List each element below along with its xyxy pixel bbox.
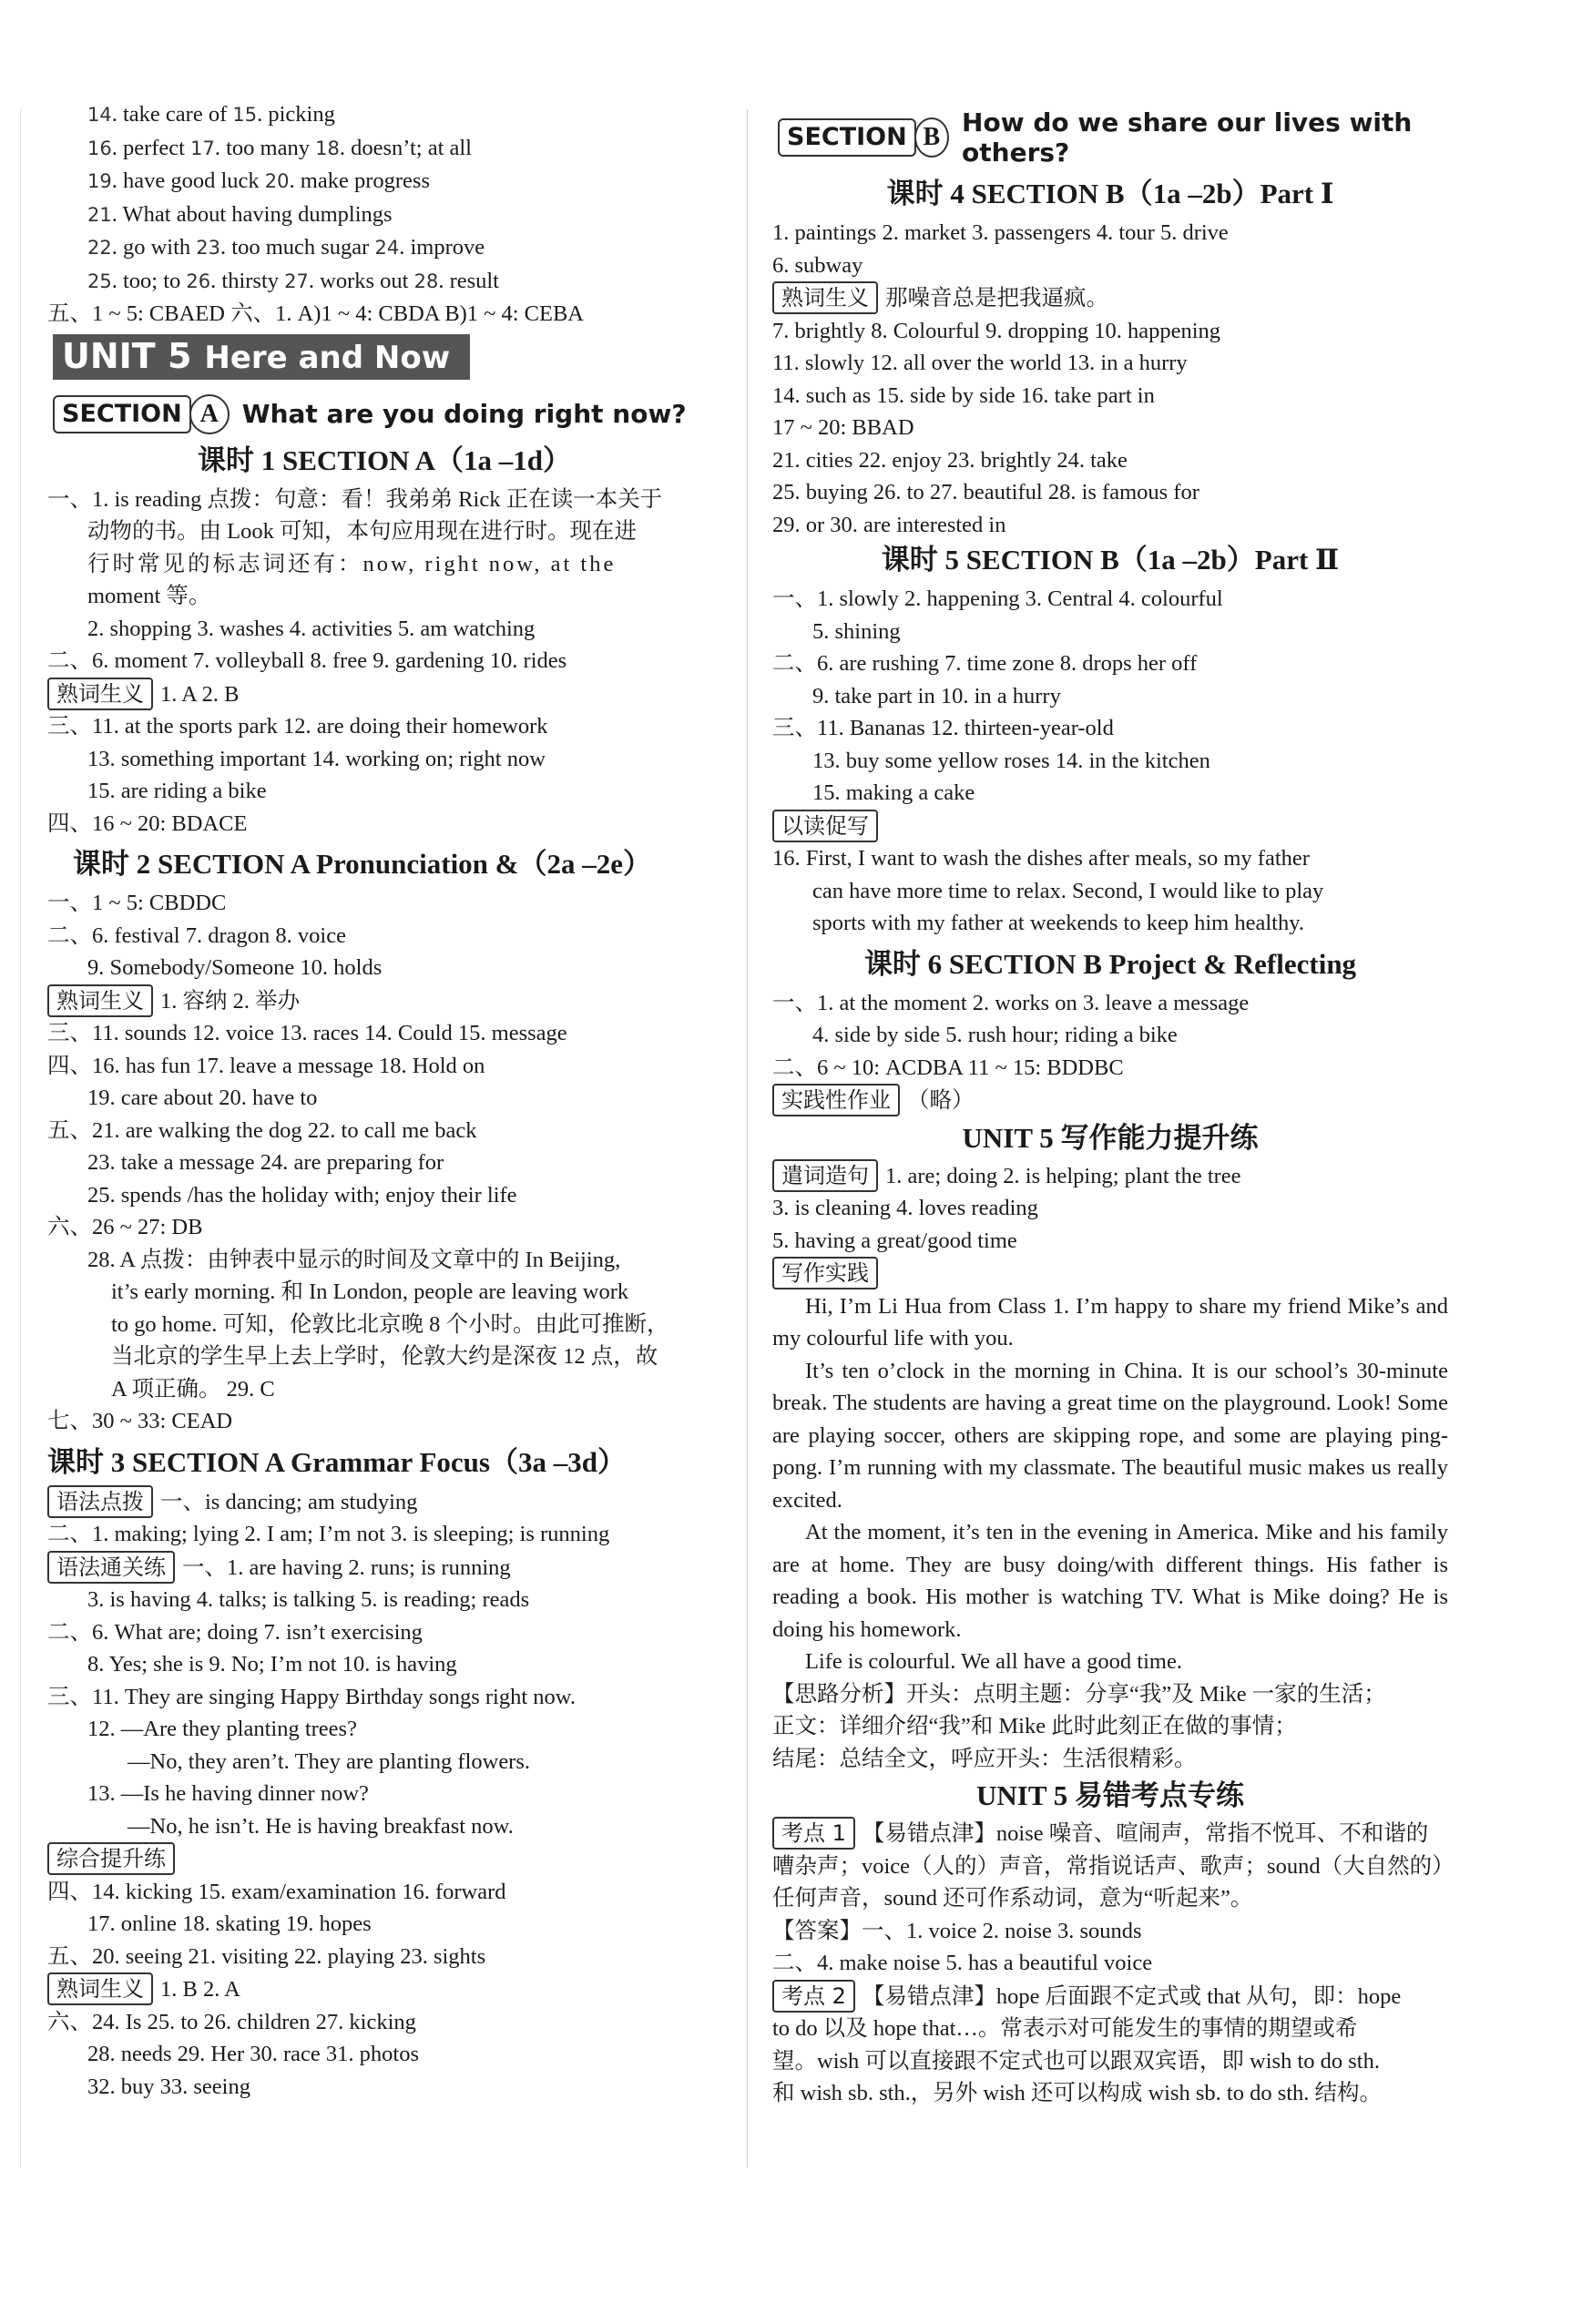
- answer-line: 14. such as 15. side by side 16. take part in: [772, 382, 1155, 408]
- answer-line: 考点 2 【易错点津】hope 后面跟不定式或 that 从句，即：hope: [772, 1980, 1448, 2013]
- answer-line: 二、6. festival 7. dragon 8. voice: [47, 922, 346, 948]
- answer-line: 29. or 30. are interested in: [772, 512, 1006, 537]
- answer-line: 25. spends /has the holiday with; enjoy their life: [87, 1182, 517, 1208]
- answer-line: 二、6. What are; doing 7. isn’t exercising: [47, 1619, 423, 1645]
- answer-line: 15. are riding a bike: [87, 779, 267, 803]
- lesson-heading: 课时 2 SECTION A Pronunciation &（2a –2e）: [73, 848, 652, 880]
- answer-line: 三、11. They are singing Happy Birthday songs right now.: [47, 1684, 576, 1709]
- section-letter-badge: A: [189, 394, 230, 434]
- answer-line: 4. side by side 5. rush hour; riding a bike: [812, 1023, 1178, 1047]
- answer-line: 熟词生义 1. 容纳 2. 举办: [47, 984, 721, 1018]
- essay-paragraph: Life is colourful. We all have a good time.: [805, 1649, 1182, 1674]
- answer-line: [772, 810, 1448, 843]
- answer-line: 七、30 ~ 33: CEAD: [47, 1409, 233, 1433]
- answer-line: 动物的书。由 Look 可知，本句应用现在进行时。现在进: [87, 519, 637, 544]
- answer-line: 遣词造句 1. are; doing 2. is helping; plant the tree: [772, 1159, 1448, 1193]
- answer-line: 一、1 ~ 5: CBDDC: [47, 891, 227, 915]
- answer-line: 17. online 18. skating 19. hopes: [87, 1911, 372, 1936]
- answer-line: 3. is having 4. talks; is talking 5. is reading; reads: [87, 1587, 530, 1612]
- answer-line: 二、1. making; lying 2. I am; I’m not 3. is sleeping; is running: [47, 1522, 610, 1546]
- answer-line: 25. buying 26. to 27. beautiful 28. is famous for: [772, 480, 1199, 505]
- answer-line: 【答案】一、1. voice 2. noise 3. sounds: [772, 1918, 1142, 1943]
- answer-line: 四、16. has fun 17. leave a message 18. Hold on: [47, 1053, 485, 1078]
- section-a-header: [53, 394, 721, 434]
- answer-line: 32. buy 33. seeing: [87, 2074, 250, 2099]
- answer-line: 19. care about 20. have to: [87, 1086, 318, 1110]
- answer-line: 熟词生义 那噪音总是把我逼疯。: [772, 281, 1448, 315]
- lesson-heading: 课时 5 SECTION B（1a –2b）Part Ⅱ: [881, 544, 1340, 576]
- lesson-heading: 课时 4 SECTION B（1a –2b）Part Ⅰ: [886, 178, 1334, 209]
- answer-line: 11. slowly 12. all over the world 13. in a hurry: [772, 351, 1188, 375]
- answer-line: to go home. 可知，伦敦比北京晚 8 个小时。由此可推断，: [111, 1311, 669, 1337]
- tag-yidu-cuxie: 以读促写: [772, 810, 878, 842]
- answer-line: 22. go with 23. too much sugar 24. improve: [87, 235, 485, 260]
- answer-line: 四、14. kicking 15. exam/examination 16. forward: [47, 1879, 506, 1904]
- answer-line: 六、24. Is 25. to 26. children 27. kicking: [47, 2009, 416, 2034]
- essay-paragraph: It’s ten o’clock in the morning in China. It is our school’s 30-minute break. The students are having a great time on the playground. Look! Some are playing soccer, others are skipping rope, and some are playing ping-pong. I’m running with my classmate. The beautiful music makes us really excited.: [772, 1358, 1448, 1513]
- answer-line: 13. buy some yellow roses 14. in the kitchen: [812, 748, 1210, 773]
- answer-line: 23. take a message 24. are preparing for: [87, 1150, 444, 1175]
- answer-line: 8. Yes; she is 9. No; I’m not 10. is having: [87, 1652, 457, 1677]
- lesson-heading: 课时 6 SECTION B Project & Reflecting: [863, 947, 1357, 980]
- answer-line: 三、11. at the sports park 12. are doing their homework: [47, 714, 548, 739]
- answer-line: 9. take part in 10. in a hurry: [812, 683, 1061, 708]
- lesson-heading: 课时 3 SECTION A Grammar Focus（3a –3d）: [47, 1445, 626, 1478]
- answer-line: 9. Somebody/Someone 10. holds: [87, 955, 383, 980]
- answer-line: 熟词生义 1. B 2. A: [47, 1972, 721, 2006]
- analysis-line: 正文：详细介绍“我”和 Mike 此时此刻正在做的事情；: [772, 1714, 1297, 1738]
- answer-line: 语法点拨 一、is dancing; am studying: [47, 1485, 721, 1519]
- tag-shijian-zuoye: 实践性作业: [772, 1084, 900, 1116]
- answer-line: 7. brightly 8. Colourful 9. dropping 10. happening: [772, 318, 1220, 343]
- answer-line: 一、1. at the moment 2. works on 3. leave a message: [772, 990, 1250, 1015]
- answer-line: 四、16 ~ 20: BDACE: [47, 810, 248, 836]
- answer-line: 六、26 ~ 27: DB: [47, 1215, 203, 1239]
- tag-kaodian-1: 考点 1: [772, 1817, 855, 1850]
- section-label: SECTION: [778, 118, 916, 157]
- section-question: What are you doing right now?: [241, 399, 687, 429]
- answer-line: 5. shining: [812, 618, 901, 644]
- left-column: [47, 98, 721, 2103]
- section-b-header: [778, 107, 1448, 168]
- analysis-line: 【思路分析】开头：点明主题：分享“我”及 Mike 一家的生活；: [772, 1681, 1386, 1707]
- section-label: SECTION: [53, 395, 191, 433]
- answer-line: 16. perfect 17. too many 18. doesn’t; at all: [87, 135, 472, 160]
- right-column: [772, 102, 1454, 2110]
- answer-line: 2. shopping 3. washes 4. activities 5. am watching: [87, 616, 536, 641]
- answer-line: 21. What about having dumplings: [87, 201, 393, 227]
- answer-line: to do 以及 hope that…。常表示对可能发生的事情的期望或希: [772, 2016, 1358, 2041]
- answer-line: 和 wish sb. sth.，另外 wish 还可以构成 wish sb. to do sth. 结构。: [772, 2081, 1383, 2105]
- answer-line: 二、6. are rushing 7. time zone 8. drops her off: [772, 651, 1198, 676]
- answer-line: 望。wish 可以直接跟不定式也可以跟双宾语，即 wish to do sth.: [772, 2048, 1380, 2074]
- unit-writing-heading: UNIT 5 写作能力提升练: [962, 1121, 1259, 1154]
- answer-line: 17 ~ 20: BBAD: [772, 415, 914, 440]
- answer-line: 嘈杂声；voice（人的）声音，常指说话声、歌声；sound（大自然的）: [772, 1853, 1454, 1879]
- answer-line: moment 等。: [87, 584, 211, 608]
- answer-line: 21. cities 22. enjoy 23. brightly 24. take: [772, 447, 1128, 473]
- answer-line: 当北京的学生早上去上学时，伦敦大约是深夜 12 点，故: [111, 1344, 658, 1369]
- analysis-line: 结尾：总结全文，呼应开头：生活很精彩。: [772, 1746, 1197, 1771]
- answer-line: 28. needs 29. Her 30. race 31. photos: [87, 2042, 420, 2066]
- answer-line: 三、11. sounds 12. voice 13. races 14. Could 15. message: [47, 1021, 567, 1045]
- answer-line: 考点 1 【易错点津】noise 噪音、喧闹声，常指不悦耳、不和谐的: [772, 1817, 1448, 1850]
- essay-paragraph: Hi, I’m Li Hua from Class 1. I’m happy to share my friend Mike’s and my colourful life with you.: [772, 1293, 1448, 1351]
- answer-line: [47, 1842, 721, 1876]
- answer-line: sports with my father at weekends to keep him healthy.: [812, 911, 1304, 935]
- answer-line: 25. too; to 26. thirsty 27. works out 28. result: [87, 268, 499, 293]
- answer-line: 12. —Are they planting trees?: [87, 1717, 357, 1741]
- section-letter-badge: B: [914, 117, 949, 158]
- answer-line: 二、4. make noise 5. has a beautiful voice: [772, 1951, 1153, 1975]
- tag-kaodian-2: 考点 2: [772, 1980, 855, 2013]
- answer-line: 13. something important 14. working on; right now: [87, 746, 546, 771]
- answer-line: 实践性作业 （略）: [772, 1084, 1448, 1117]
- answer-line: —No, they aren’t. They are planting flowers.: [128, 1748, 531, 1774]
- unit-error-heading: UNIT 5 易错考点专练: [976, 1779, 1244, 1811]
- answer-line: 3. is cleaning 4. loves reading: [772, 1196, 1038, 1220]
- answer-line: 16. First, I want to wash the dishes after meals, so my father: [772, 846, 1310, 871]
- tag-xiezuo-shijian: 写作实践: [772, 1257, 878, 1289]
- answer-line: 19. have good luck 20. make progress: [87, 168, 430, 193]
- answer-line: it’s early morning. 和 In London, people are leaving work: [111, 1279, 629, 1304]
- answer-line: 28. A 点拨：由钟表中显示的时间及文章中的 In Beijing,: [87, 1247, 621, 1272]
- tag-yufa-dianbo: 语法点拨: [47, 1485, 153, 1518]
- answer-line: 一、1. is reading 点拨：句意：看！我弟弟 Rick 正在读一本关于: [47, 486, 663, 512]
- unit-number: UNIT 5: [62, 335, 192, 376]
- answer-line: 熟词生义 1. A 2. B: [47, 678, 721, 711]
- answer-line: [772, 1257, 1448, 1290]
- answer-line: 6. subway: [772, 252, 863, 278]
- tag-shuci-shengyi: 熟词生义: [47, 678, 153, 710]
- answer-line: 14. take care of 15. picking: [87, 102, 335, 127]
- answer-line: 二、6 ~ 10: ACDBA 11 ~ 15: BDDBC: [772, 1055, 1124, 1080]
- column-divider: [747, 109, 748, 2167]
- answer-line: 二、6. moment 7. volleyball 8. free 9. gardening 10. rides: [47, 648, 567, 673]
- unit-banner: [53, 334, 470, 380]
- tag-shuci-shengyi: 熟词生义: [47, 1972, 153, 2005]
- lesson-heading: 课时 1 SECTION A（1a –1d）: [198, 443, 571, 476]
- tag-yufa-tongguan: 语法通关练: [47, 1551, 175, 1584]
- answer-line: 五、1 ~ 5: CBAED 六、1. A)1 ~ 4: CBDA B)1 ~ 4: CEBA: [47, 301, 585, 326]
- tag-shuci-shengyi: 熟词生义: [47, 984, 153, 1017]
- answer-line: 行时常见的标志词还有：now, right now, at the: [87, 551, 617, 576]
- section-question: How do we share our lives with others?: [962, 107, 1413, 168]
- answer-line: 五、20. seeing 21. visiting 22. playing 23. sights: [47, 1943, 486, 1969]
- answer-line: 五、21. are walking the dog 22. to call me back: [47, 1117, 477, 1143]
- answer-line: 语法通关练 一、1. are having 2. runs; is running: [47, 1551, 721, 1585]
- left-margin-line: [20, 109, 21, 2167]
- answer-line: A 项正确。 29. C: [111, 1376, 275, 1402]
- tag-zonghe-tisheng: 综合提升练: [47, 1842, 175, 1875]
- unit-title: Here and Now: [204, 339, 451, 376]
- answer-line: 13. —Is he having dinner now?: [87, 1781, 369, 1806]
- answer-line: 三、11. Bananas 12. thirteen-year-old: [772, 716, 1114, 740]
- answer-line: 任何声音，sound 还可作系动词，意为“听起来”。: [772, 1886, 1253, 1911]
- answer-line: 15. making a cake: [812, 780, 975, 805]
- answer-line: 一、1. slowly 2. happening 3. Central 4. colourful: [772, 586, 1223, 611]
- answer-line: 1. paintings 2. market 3. passengers 4. tour 5. drive: [772, 220, 1229, 245]
- essay-paragraph: At the moment, it’s ten in the evening in America. Mike and his family are at home. They are busy doing/with different things. His father is reading a book. His mother is watching TV. What is Mike doing? He is doing his homework.: [772, 1520, 1448, 1642]
- answer-line: can have more time to relax. Second, I would like to play: [812, 878, 1324, 903]
- tag-qianci-zaoju: 遣词造句: [772, 1159, 878, 1192]
- answer-line: 5. having a great/good time: [772, 1228, 1017, 1253]
- tag-shuci-shengyi: 熟词生义: [772, 281, 878, 314]
- answer-line: —No, he isn’t. He is having breakfast now.: [128, 1813, 514, 1839]
